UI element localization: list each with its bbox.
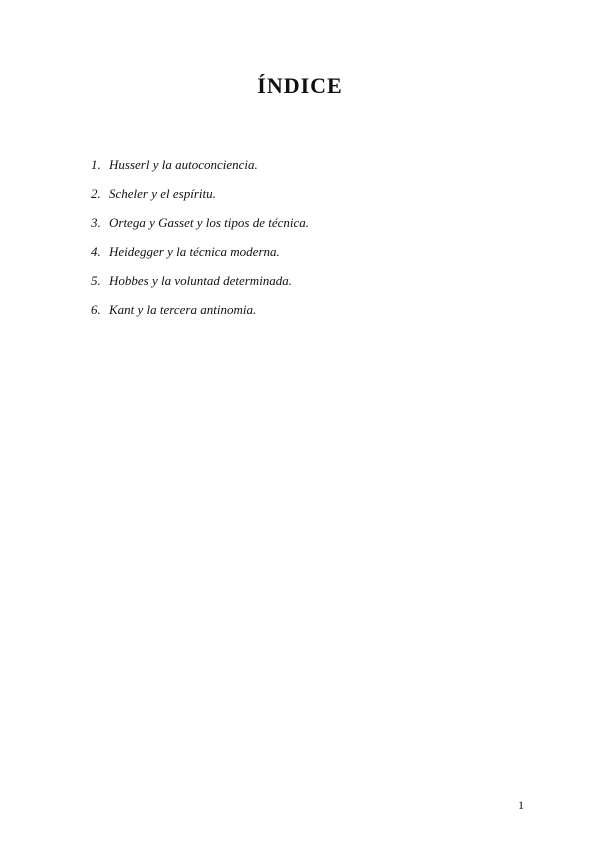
table-of-contents — [91, 156, 309, 330]
toc-item-number: 1. — [91, 157, 101, 172]
toc-item-number: 5. — [91, 273, 101, 288]
toc-item-number: 3. — [91, 215, 101, 230]
page-number: 1 — [518, 798, 524, 812]
toc-item-text: Ortega y Gasset y los tipos de técnica. — [109, 215, 310, 230]
toc-item-text: Hobbes y la voluntad determinada. — [109, 273, 293, 288]
toc-item-number: 6. — [91, 302, 101, 317]
toc-item-text: Scheler y el espíritu. — [109, 186, 216, 201]
toc-item — [91, 156, 309, 185]
toc-item-text: Heidegger y la técnica moderna. — [109, 244, 280, 259]
toc-item — [91, 272, 309, 301]
toc-item-text: Kant y la tercera antinomia. — [109, 302, 257, 317]
page-title: ÍNDICE — [257, 73, 343, 98]
toc-item — [91, 185, 309, 214]
toc-item-number: 4. — [91, 244, 101, 259]
toc-item-number: 2. — [91, 186, 101, 201]
toc-item-text: Husserl y la autoconciencia. — [109, 157, 258, 172]
toc-item — [91, 243, 309, 272]
toc-item — [91, 214, 309, 243]
toc-item — [91, 301, 309, 330]
